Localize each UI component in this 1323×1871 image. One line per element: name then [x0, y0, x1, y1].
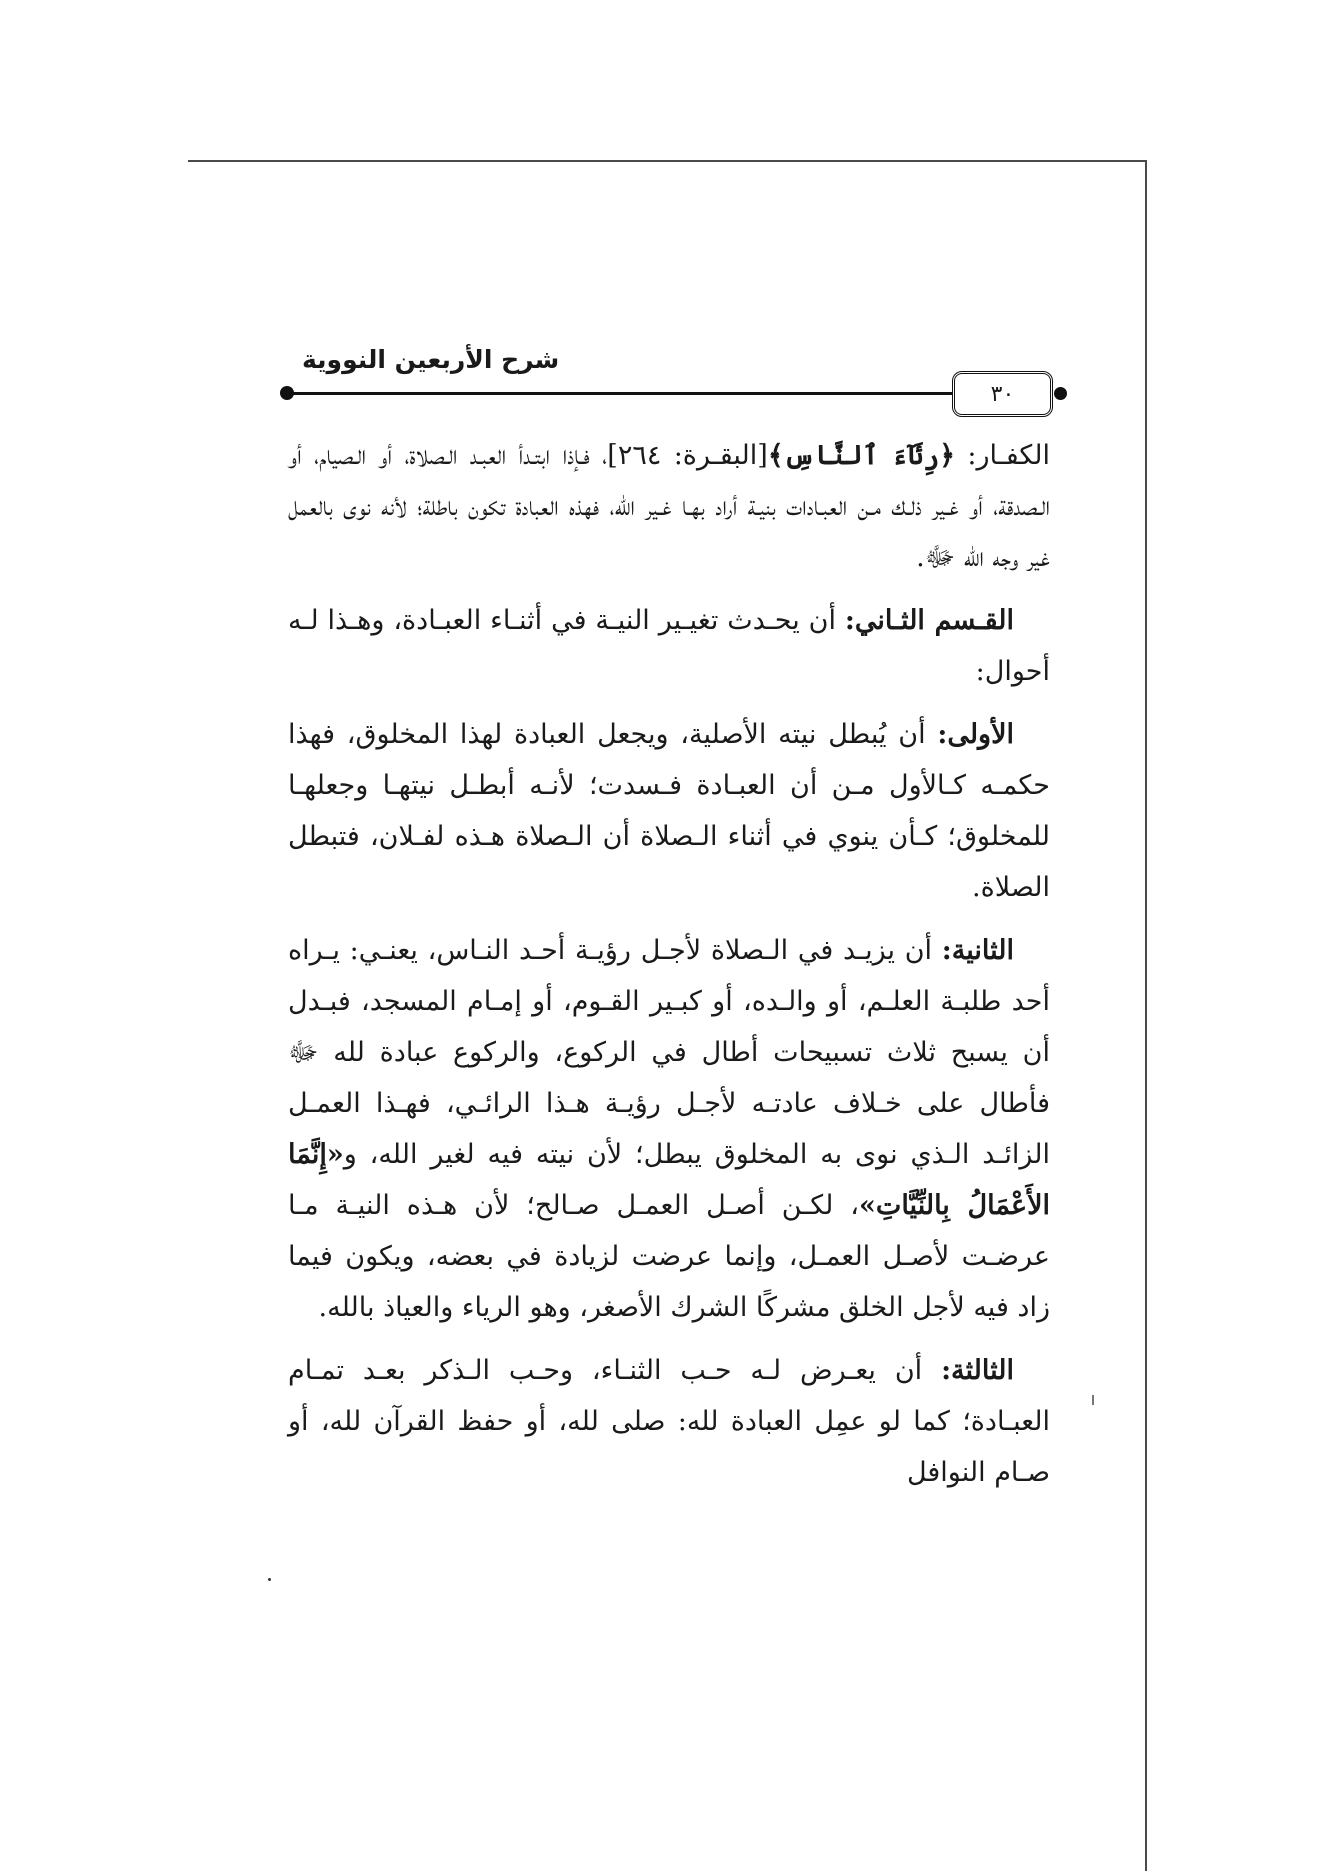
paragraph-third-case [288, 1345, 1050, 1498]
header-ornament-dot-left [280, 386, 294, 400]
paragraph-second-case [288, 925, 1050, 1333]
paragraph-continuation [288, 430, 1050, 583]
paragraph-text: الكفـار: [955, 440, 1050, 471]
case-heading: الثالثة: [941, 1355, 1014, 1386]
section-heading: القـسم الثـاني: [844, 605, 1015, 636]
header-rule [288, 392, 1037, 395]
case-heading: الثانية: [941, 935, 1014, 966]
paragraph-text: أن يعـرض لـه حـب الثنـاء، وحـب الـذكر بعـد تمـام العبـادة؛ كما لو عمِل العبادة لله: صلى لله، أو حفظ القرآن لله، أو صـام النوافل [288, 1355, 1050, 1488]
scan-mark [1092, 1395, 1094, 1405]
paragraph-text: أن يزيـد في الـصلاة لأجـل رؤيـة أحـد النـاس، يعنـي: يـراه أحد طلبـة العلـم، أو والـده، أو كبـير القـوم، أو إمـام المسجد، فبـدل أن يسبح ثلاث تسبيحات أطال في الركوع، والركوع عبادة لله ﷻ فأطال على خـلاف عادتـه لأجـل رؤيـة هـذا الرائـي، فهـذا العمـل الزائـد الـذي نوى به المخلوق يبطل؛ لأن نيته فيه لغير الله، و [288, 935, 1050, 1170]
scan-frame-right-line [1145, 160, 1147, 1871]
paragraph-text: أن يحـدث تغيـير النيـة في أثنـاء العبـادة، وهـذا لـه أحوال: [288, 605, 1050, 687]
paragraph-first-case [288, 709, 1050, 913]
scan-frame-top-line [188, 160, 1147, 162]
paragraph-text: [البقـرة: ٢٦٤]، فـإذا ابتـدأ العبـد الـصلاة، أو الـصيام، أو الـصدقة، أو غـير ذلـك مـن العبـادات بنيـة أراد بهـا غـير الله، فهذه العبادة تكون باطلة؛ لأنه نوى بالعمل غير وجه الله ﷻ. [288, 440, 1050, 573]
page-number-text: ٣٠ [990, 381, 1015, 407]
page-body [288, 430, 1050, 1510]
scan-speck [268, 1578, 271, 1581]
paragraph-text: أن يُبطل نيته الأصلية، ويجعل العبادة لهذا المخلوق، فهذا حكمـه كـالأول مـن أن العبـادة فـسدت؛ لأنـه أبطـل نيتهـا وجعلهـا للمخلوق؛ كـأن ينوي في أثناء الـصلاة أن الـصلاة هـذه لفـلان، فتبطل الصلاة. [288, 719, 1050, 903]
paragraph-text: ، لكـن أصـل العمـل صـالح؛ لأن هـذه النيـة مـا عرضـت لأصـل العمـل، وإنما عرضت لزيادة في بعضه، ويكون فيما زاد فيه لأجل الخلق مشركًا الشرك الأصغر، وهو الرياء والعياذ بالله. [288, 1190, 1050, 1323]
hadith-quote: «إِنَّمَا الأَعْمَالُ بِالنِّيَّاتِ» [288, 1139, 1050, 1221]
page-number [952, 371, 1053, 417]
case-heading: الأولى: [937, 719, 1014, 750]
quran-quote: ﴿رِئَآءَ ٱلنَّاسِ﴾ [767, 440, 956, 471]
book-title: شرح الأربعين النووية [302, 345, 560, 374]
paragraph-section-two [288, 595, 1050, 697]
header-ornament-dot-right [1054, 387, 1067, 400]
running-header [280, 345, 1067, 415]
